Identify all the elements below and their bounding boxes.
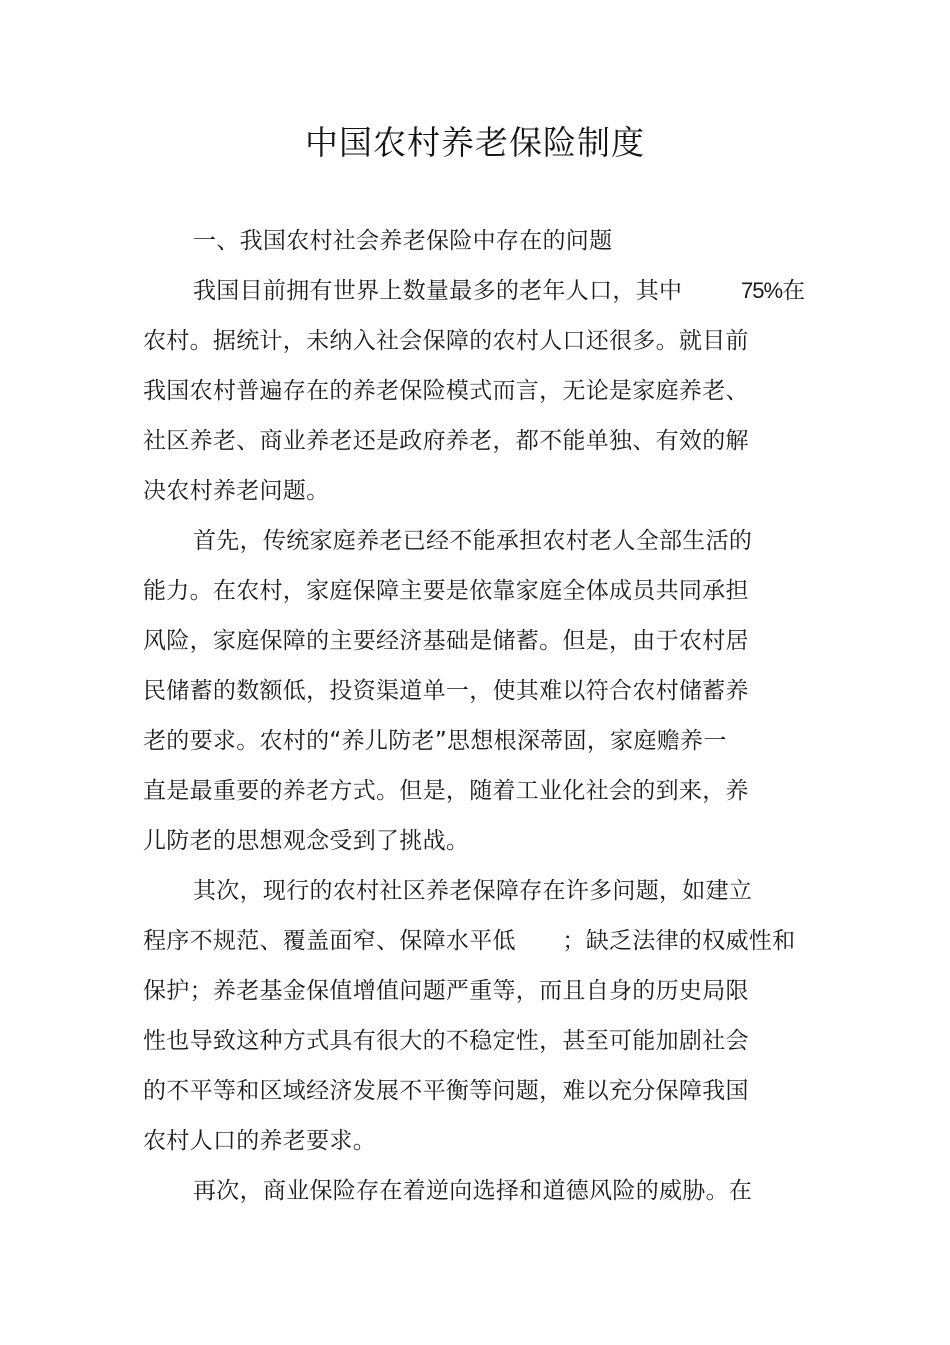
paragraph-line: 决农村养老问题。 xyxy=(143,478,330,504)
paragraph-line: 的不平等和区域经济发展不平衡等问题，难以充分保障我国 xyxy=(143,1078,749,1104)
paragraph-line: 保护；养老基金保值增值问题严重等，而且自身的历史局限 xyxy=(143,978,749,1004)
paragraph-line: 能力。在农村，家庭保障主要是依靠家庭全体成员共同承担 xyxy=(143,578,749,604)
paragraph-line: 再次，商业保险存在着逆向选择和道德风险的威胁。在 xyxy=(193,1178,753,1204)
paragraph-line: 我国目前拥有世界上数量最多的老年人口，其中 xyxy=(193,278,683,304)
paragraph-line: 农村。据统计，未纳入社会保障的农村人口还很多。就目前 xyxy=(143,328,749,354)
paragraph-line: 民储蓄的数额低，投资渠道单一，使其难以符合农村储蓄养 xyxy=(143,678,749,704)
paragraph-line: 儿防老的思想观念受到了挑战。 xyxy=(143,828,470,854)
paragraph-line: 其次，现行的农村社区养老保障存在许多问题，如建立 xyxy=(193,878,753,904)
paragraph-line: 农村人口的养老要求。 xyxy=(143,1128,376,1154)
paragraph-line: 首先，传统家庭养老已经不能承担农村老人全部生活的 xyxy=(193,528,753,554)
paragraph-line: 程序不规范、覆盖面窄、保障水平低 ；缺乏法律的权威性和 xyxy=(143,928,796,954)
percent-value: 75% xyxy=(741,278,783,303)
paragraph-line: 社区养老、商业养老还是政府养老，都不能单独、有效的解 xyxy=(143,428,749,454)
section-heading: 一、我国农村社会养老保险中存在的问题 xyxy=(193,228,613,254)
paragraph-line: 老的要求。农村的“养儿防老”思想根深蒂固，家庭赡养一 xyxy=(143,728,727,754)
paragraph-line: 风险，家庭保障的主要经济基础是储蓄。但是，由于农村居 xyxy=(143,628,749,654)
paragraph-line-suffix: 在 xyxy=(782,278,805,304)
paragraph-line: 我国农村普遍存在的养老保险模式而言，无论是家庭养老、 xyxy=(143,378,749,404)
paragraph-line: 性也导致这种方式具有很大的不稳定性，甚至可能加剧社会 xyxy=(143,1028,749,1054)
paragraph-line: 直是最重要的养老方式。但是，随着工业化社会的到来，养 xyxy=(143,778,749,804)
document-title: 中国农村养老保险制度 xyxy=(305,123,645,162)
